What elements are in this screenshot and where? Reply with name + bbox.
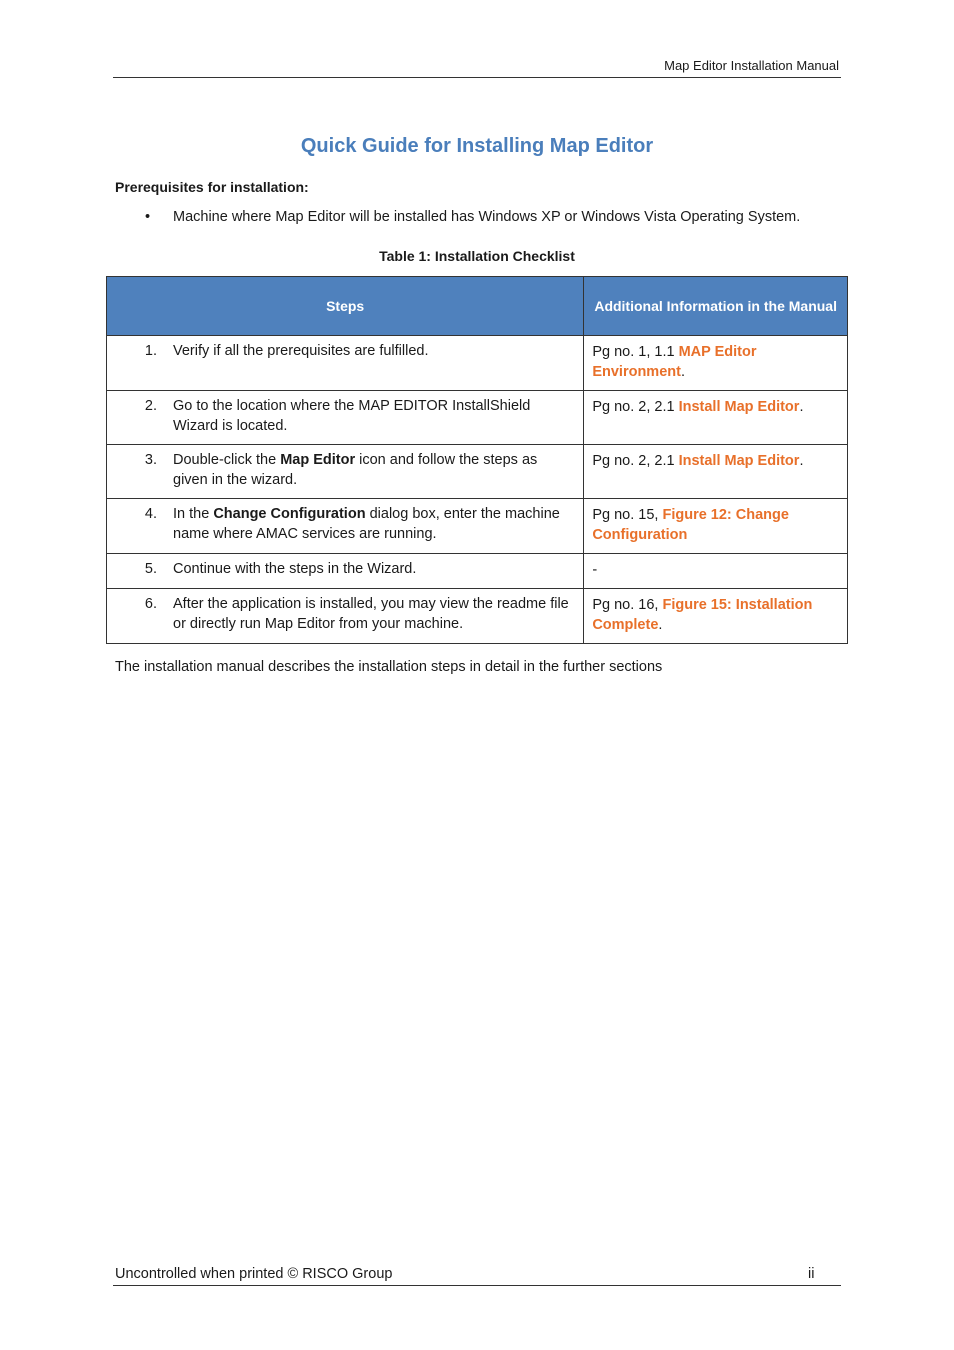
step-cell	[107, 499, 584, 554]
table-row	[107, 499, 848, 554]
step-cell	[107, 589, 584, 644]
cross-reference-link[interactable]: Figure 12: Change Configuration	[592, 507, 789, 543]
column-header-info: Additional Information in the Manual	[584, 277, 848, 336]
cross-reference-link[interactable]: MAP Editor Environment	[592, 344, 757, 380]
prerequisites-heading: Prerequisites for installation:	[115, 179, 309, 195]
prerequisite-bullet	[145, 209, 800, 225]
info-cell	[584, 391, 848, 445]
step-text	[173, 504, 571, 544]
info-text: .	[799, 399, 804, 415]
info-text: Pg no. 2, 2.1	[592, 453, 679, 469]
step-text-segment: Continue with the steps in the Wizard.	[173, 561, 417, 577]
footer-divider	[113, 1285, 841, 1286]
cross-reference-link[interactable]: Figure 15: Installation Complete	[592, 597, 813, 633]
step-cell	[107, 336, 584, 391]
step-number: 4.	[144, 506, 157, 522]
info-cell	[584, 554, 848, 589]
info-cell	[584, 499, 848, 554]
info-cell	[584, 589, 848, 644]
cross-reference-link[interactable]: Install Map Editor	[678, 453, 800, 469]
step-emphasis: Map Editor	[280, 452, 356, 468]
step-text-segment: Verify if all the prerequisites are fulfilled.	[173, 343, 429, 359]
info-text: .	[658, 617, 663, 633]
page-title: Quick Guide for Installing Map Editor	[300, 135, 654, 157]
info-text: Pg no. 15,	[592, 507, 663, 523]
step-cell	[107, 391, 584, 445]
step-text	[173, 341, 429, 361]
step-cell	[107, 445, 584, 499]
info-cell	[584, 445, 848, 499]
table-row	[107, 445, 848, 499]
table-row	[107, 554, 848, 589]
step-number: 1.	[144, 343, 157, 359]
step-text-segment: After the application is installed, you may view the readme file or directly run Map Editor from your machine.	[173, 596, 569, 632]
step-text	[173, 594, 571, 634]
running-header: Map Editor Installation Manual	[664, 58, 839, 73]
header-divider	[113, 77, 841, 78]
table-row	[107, 391, 848, 445]
step-text-segment: icon and follow the steps as given in the wizard.	[173, 452, 538, 488]
installation-checklist-table	[106, 276, 848, 644]
table-row	[107, 336, 848, 391]
info-text: .	[799, 453, 804, 469]
info-text: Pg no. 1, 1.1	[592, 344, 679, 360]
footer-copyright: Uncontrolled when printed © RISCO Group	[115, 1266, 393, 1282]
step-text-segment: Double-click the	[173, 452, 281, 468]
cross-reference-link[interactable]: Install Map Editor	[678, 399, 800, 415]
closing-note: The installation manual describes the installation steps in detail in the further sections	[115, 659, 663, 675]
table-header-row	[107, 277, 848, 336]
step-text	[173, 450, 571, 490]
step-text-segment: In the	[173, 506, 214, 522]
info-text: .	[680, 364, 685, 380]
table-row	[107, 589, 848, 644]
step-number: 3.	[144, 452, 157, 468]
column-header-steps: Steps	[107, 277, 584, 336]
info-text: -	[592, 562, 598, 578]
step-text-segment: dialog box, enter the machine name where AMAC services are running.	[173, 506, 560, 542]
info-text: Pg no. 16,	[592, 597, 663, 613]
step-text	[173, 396, 571, 436]
table-caption: Table 1: Installation Checklist	[379, 248, 575, 264]
info-text: Pg no. 2, 2.1	[592, 399, 679, 415]
info-cell	[584, 336, 848, 391]
step-text-segment: Go to the location where the MAP EDITOR InstallShield Wizard is located.	[173, 398, 531, 434]
step-number: 5.	[144, 561, 157, 577]
page-number: ii	[808, 1266, 815, 1282]
step-emphasis: Change Configuration	[213, 506, 366, 522]
bullet-icon: •	[145, 209, 151, 225]
step-number: 2.	[144, 398, 157, 414]
prerequisite-text: Machine where Map Editor will be installed has Windows XP or Windows Vista Operating System.	[173, 209, 801, 225]
step-cell	[107, 554, 584, 589]
step-text	[173, 559, 416, 579]
step-number: 6.	[144, 596, 157, 612]
